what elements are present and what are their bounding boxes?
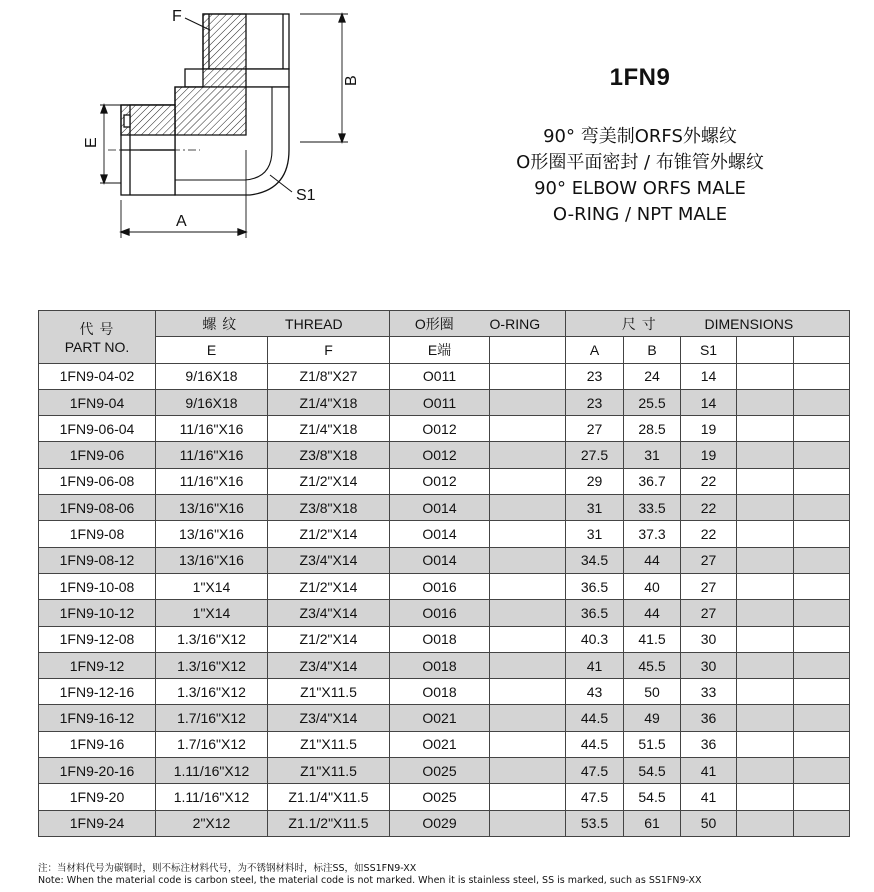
cell-blank bbox=[794, 731, 850, 757]
cell-oring: O025 bbox=[390, 784, 490, 810]
cell-blank bbox=[794, 495, 850, 521]
table-row bbox=[39, 758, 850, 784]
cell-dim-s1: 14 bbox=[681, 389, 737, 415]
cell-thread-f: Z3/8"X18 bbox=[268, 495, 390, 521]
cell-dim-a: 47.5 bbox=[566, 784, 624, 810]
cell-dim-b: 44 bbox=[624, 547, 681, 573]
header-thread bbox=[156, 311, 390, 337]
cell-blank bbox=[794, 547, 850, 573]
title-block bbox=[500, 64, 780, 92]
cell-blank bbox=[737, 573, 794, 599]
cell-oring: O012 bbox=[390, 468, 490, 494]
cell-oring: O011 bbox=[390, 363, 490, 389]
label-f: F bbox=[172, 8, 182, 25]
cell-dim-a: 23 bbox=[566, 363, 624, 389]
cell-dim-s1: 22 bbox=[681, 468, 737, 494]
table-header-row-1 bbox=[39, 311, 850, 337]
cell-oring: O012 bbox=[390, 442, 490, 468]
cell-blank bbox=[794, 468, 850, 494]
table-row bbox=[39, 679, 850, 705]
cell-blank bbox=[737, 705, 794, 731]
cell-oring: O014 bbox=[390, 521, 490, 547]
cell-dim-a: 41 bbox=[566, 652, 624, 678]
label-a: A bbox=[176, 213, 187, 230]
header-part-no bbox=[39, 311, 156, 364]
cell-thread-f: Z1/2"X14 bbox=[268, 626, 390, 652]
table-row bbox=[39, 468, 850, 494]
cell-blank bbox=[490, 442, 566, 468]
cell-blank bbox=[490, 626, 566, 652]
cell-dim-a: 31 bbox=[566, 495, 624, 521]
cell-oring: O014 bbox=[390, 547, 490, 573]
cell-oring: O016 bbox=[390, 573, 490, 599]
cell-blank bbox=[794, 442, 850, 468]
cell-dim-b: 44 bbox=[624, 600, 681, 626]
header-col-s1: S1 bbox=[681, 337, 737, 363]
cell-dim-b: 25.5 bbox=[624, 389, 681, 415]
cell-thread-f: Z1/4"X18 bbox=[268, 416, 390, 442]
cell-blank bbox=[737, 600, 794, 626]
cell-part-no: 1FN9-08-12 bbox=[39, 547, 156, 573]
cell-part-no: 1FN9-06 bbox=[39, 442, 156, 468]
cell-thread-f: Z3/4"X14 bbox=[268, 547, 390, 573]
cell-thread-e: 1.3/16"X12 bbox=[156, 626, 268, 652]
cell-blank bbox=[737, 758, 794, 784]
table-body bbox=[39, 363, 850, 836]
header-col-e-end: E端 bbox=[390, 337, 490, 363]
cell-dim-b: 41.5 bbox=[624, 626, 681, 652]
cell-thread-e: 9/16X18 bbox=[156, 389, 268, 415]
part-code-title: 1FN9 bbox=[609, 64, 671, 91]
spec-table bbox=[38, 310, 850, 837]
cell-blank bbox=[794, 416, 850, 442]
cell-oring: O018 bbox=[390, 626, 490, 652]
cell-oring: O011 bbox=[390, 389, 490, 415]
table-row bbox=[39, 521, 850, 547]
cell-blank bbox=[490, 705, 566, 731]
cell-part-no: 1FN9-08-06 bbox=[39, 495, 156, 521]
cell-dim-s1: 22 bbox=[681, 495, 737, 521]
cell-thread-f: Z1.1/2"X11.5 bbox=[268, 810, 390, 836]
cell-dim-a: 34.5 bbox=[566, 547, 624, 573]
table-row bbox=[39, 389, 850, 415]
cell-thread-f: Z1"X11.5 bbox=[268, 679, 390, 705]
cell-part-no: 1FN9-10-12 bbox=[39, 600, 156, 626]
cell-dim-b: 37.3 bbox=[624, 521, 681, 547]
header-code-en: PART NO. bbox=[64, 338, 130, 355]
cell-thread-e: 1.11/16"X12 bbox=[156, 758, 268, 784]
description-line-4: O-RING / NPT MALE bbox=[552, 204, 728, 225]
cell-thread-f: Z1.1/4"X11.5 bbox=[268, 784, 390, 810]
cell-dim-s1: 27 bbox=[681, 573, 737, 599]
cell-dim-b: 54.5 bbox=[624, 784, 681, 810]
cell-part-no: 1FN9-16 bbox=[39, 731, 156, 757]
cell-oring: O016 bbox=[390, 600, 490, 626]
header-thread-en: THREAD bbox=[285, 315, 343, 332]
table-row bbox=[39, 495, 850, 521]
cell-oring: O014 bbox=[390, 495, 490, 521]
cell-dim-s1: 33 bbox=[681, 679, 737, 705]
cell-oring: O021 bbox=[390, 731, 490, 757]
cell-blank bbox=[737, 442, 794, 468]
cell-blank bbox=[737, 626, 794, 652]
cell-blank bbox=[490, 600, 566, 626]
cell-dim-a: 27.5 bbox=[566, 442, 624, 468]
header-dim-cn: 尺 寸 bbox=[621, 315, 657, 332]
cell-part-no: 1FN9-12-08 bbox=[39, 626, 156, 652]
cell-thread-f: Z1/4"X18 bbox=[268, 389, 390, 415]
cell-thread-e: 1.11/16"X12 bbox=[156, 784, 268, 810]
cell-thread-e: 1"X14 bbox=[156, 600, 268, 626]
header-col-f: F bbox=[268, 337, 390, 363]
cell-thread-f: Z1"X11.5 bbox=[268, 731, 390, 757]
cell-blank bbox=[490, 731, 566, 757]
header-dim-en: DIMENSIONS bbox=[704, 315, 794, 332]
cell-thread-f: Z1/8"X27 bbox=[268, 363, 390, 389]
cell-dim-s1: 41 bbox=[681, 758, 737, 784]
cell-blank bbox=[737, 679, 794, 705]
header-col-b: B bbox=[624, 337, 681, 363]
cell-blank bbox=[794, 784, 850, 810]
cell-blank bbox=[794, 705, 850, 731]
cell-blank bbox=[794, 758, 850, 784]
cell-blank bbox=[490, 495, 566, 521]
cell-dim-s1: 50 bbox=[681, 810, 737, 836]
cell-thread-e: 1.7/16"X12 bbox=[156, 705, 268, 731]
header-col-blank bbox=[737, 337, 794, 363]
cell-dim-a: 44.5 bbox=[566, 705, 624, 731]
cell-dim-a: 27 bbox=[566, 416, 624, 442]
cell-blank bbox=[490, 758, 566, 784]
cell-blank bbox=[737, 810, 794, 836]
header-oring bbox=[390, 311, 566, 337]
header-col-blank bbox=[794, 337, 850, 363]
cell-thread-e: 11/16"X16 bbox=[156, 468, 268, 494]
cell-thread-e: 13/16"X16 bbox=[156, 495, 268, 521]
cell-dim-s1: 27 bbox=[681, 600, 737, 626]
header-col-a: A bbox=[566, 337, 624, 363]
cell-blank bbox=[490, 784, 566, 810]
cell-thread-f: Z3/4"X14 bbox=[268, 705, 390, 731]
header-dimensions bbox=[566, 311, 850, 337]
cell-dim-s1: 19 bbox=[681, 416, 737, 442]
table-row bbox=[39, 731, 850, 757]
cell-blank bbox=[490, 416, 566, 442]
cell-dim-s1: 41 bbox=[681, 784, 737, 810]
table-row bbox=[39, 363, 850, 389]
header-col-e: E bbox=[156, 337, 268, 363]
cell-dim-a: 43 bbox=[566, 679, 624, 705]
cell-part-no: 1FN9-24 bbox=[39, 810, 156, 836]
cell-blank bbox=[490, 679, 566, 705]
cell-dim-a: 36.5 bbox=[566, 573, 624, 599]
cell-thread-e: 1.7/16"X12 bbox=[156, 731, 268, 757]
description-line-1: 90° 弯美制ORFS外螺纹 bbox=[543, 126, 737, 147]
cell-thread-e: 11/16"X16 bbox=[156, 416, 268, 442]
cell-part-no: 1FN9-06-08 bbox=[39, 468, 156, 494]
cell-oring: O029 bbox=[390, 810, 490, 836]
cell-part-no: 1FN9-16-12 bbox=[39, 705, 156, 731]
cell-blank bbox=[490, 389, 566, 415]
cell-blank bbox=[794, 652, 850, 678]
table-row bbox=[39, 652, 850, 678]
cell-blank bbox=[737, 547, 794, 573]
fitting-drawing bbox=[78, 0, 368, 250]
cell-blank bbox=[490, 547, 566, 573]
cell-dim-b: 36.7 bbox=[624, 468, 681, 494]
cell-dim-b: 28.5 bbox=[624, 416, 681, 442]
cell-blank bbox=[794, 521, 850, 547]
cell-blank bbox=[737, 416, 794, 442]
cell-thread-e: 9/16X18 bbox=[156, 363, 268, 389]
cell-part-no: 1FN9-20 bbox=[39, 784, 156, 810]
cell-thread-f: Z1/2"X14 bbox=[268, 468, 390, 494]
cell-dim-s1: 30 bbox=[681, 626, 737, 652]
cell-thread-e: 1.3/16"X12 bbox=[156, 679, 268, 705]
cell-dim-a: 47.5 bbox=[566, 758, 624, 784]
cell-blank bbox=[794, 626, 850, 652]
cell-oring: O012 bbox=[390, 416, 490, 442]
cell-dim-a: 29 bbox=[566, 468, 624, 494]
note-cn: 注：当材料代号为碳钢时，则不标注材料代号，为不锈钢材料时，标注SS，如SS1FN9-XX bbox=[38, 863, 417, 874]
cell-thread-f: Z1/2"X14 bbox=[268, 521, 390, 547]
cell-oring: O021 bbox=[390, 705, 490, 731]
cell-dim-b: 24 bbox=[624, 363, 681, 389]
cell-part-no: 1FN9-10-08 bbox=[39, 573, 156, 599]
cell-part-no: 1FN9-20-16 bbox=[39, 758, 156, 784]
cell-thread-e: 2"X12 bbox=[156, 810, 268, 836]
cell-dim-b: 45.5 bbox=[624, 652, 681, 678]
cell-thread-f: Z3/4"X14 bbox=[268, 652, 390, 678]
cell-thread-f: Z1"X11.5 bbox=[268, 758, 390, 784]
cell-dim-a: 40.3 bbox=[566, 626, 624, 652]
cell-blank bbox=[490, 810, 566, 836]
cell-dim-a: 44.5 bbox=[566, 731, 624, 757]
cell-dim-s1: 36 bbox=[681, 731, 737, 757]
cell-thread-e: 1.3/16"X12 bbox=[156, 652, 268, 678]
table-header-row-2 bbox=[39, 337, 850, 363]
cell-dim-b: 49 bbox=[624, 705, 681, 731]
table-row bbox=[39, 600, 850, 626]
cell-blank bbox=[490, 468, 566, 494]
cell-dim-a: 53.5 bbox=[566, 810, 624, 836]
cell-dim-b: 40 bbox=[624, 573, 681, 599]
cell-blank bbox=[737, 495, 794, 521]
table-row bbox=[39, 626, 850, 652]
cell-dim-b: 51.5 bbox=[624, 731, 681, 757]
cell-part-no: 1FN9-08 bbox=[39, 521, 156, 547]
cell-blank bbox=[490, 521, 566, 547]
cell-part-no: 1FN9-04-02 bbox=[39, 363, 156, 389]
cell-blank bbox=[490, 363, 566, 389]
cell-thread-f: Z3/4"X14 bbox=[268, 600, 390, 626]
description-line-2: O形圈平面密封 / 布锥管外螺纹 bbox=[516, 152, 764, 173]
description-block bbox=[480, 124, 800, 228]
cell-blank bbox=[490, 652, 566, 678]
cell-dim-b: 33.5 bbox=[624, 495, 681, 521]
cell-blank bbox=[794, 600, 850, 626]
table-row bbox=[39, 573, 850, 599]
cell-dim-s1: 14 bbox=[681, 363, 737, 389]
table-row bbox=[39, 442, 850, 468]
cell-blank bbox=[737, 731, 794, 757]
label-s1: S1 bbox=[296, 187, 316, 204]
cell-part-no: 1FN9-12-16 bbox=[39, 679, 156, 705]
cell-thread-f: Z3/8"X18 bbox=[268, 442, 390, 468]
cell-blank bbox=[737, 468, 794, 494]
table-row bbox=[39, 705, 850, 731]
cell-dim-s1: 36 bbox=[681, 705, 737, 731]
cell-blank bbox=[737, 363, 794, 389]
label-e: E bbox=[83, 137, 100, 148]
cell-blank bbox=[794, 810, 850, 836]
cell-blank bbox=[794, 389, 850, 415]
header-oring-en: O-RING bbox=[489, 315, 541, 332]
cell-dim-s1: 22 bbox=[681, 521, 737, 547]
cell-thread-e: 1"X14 bbox=[156, 573, 268, 599]
cell-blank bbox=[737, 521, 794, 547]
cell-oring: O025 bbox=[390, 758, 490, 784]
table-row bbox=[39, 810, 850, 836]
cell-thread-e: 13/16"X16 bbox=[156, 521, 268, 547]
cell-dim-a: 31 bbox=[566, 521, 624, 547]
note-en: Note: When the material code is carbon steel, the material code is not marked. When it is stainless steel, SS is marked, such as SS1FN9-XX bbox=[38, 875, 702, 886]
header-col-blank bbox=[490, 337, 566, 363]
cell-dim-a: 23 bbox=[566, 389, 624, 415]
cell-blank bbox=[794, 573, 850, 599]
table-row bbox=[39, 784, 850, 810]
cell-dim-b: 50 bbox=[624, 679, 681, 705]
cell-dim-a: 36.5 bbox=[566, 600, 624, 626]
cell-thread-e: 11/16"X16 bbox=[156, 442, 268, 468]
cell-part-no: 1FN9-06-04 bbox=[39, 416, 156, 442]
cell-blank bbox=[490, 573, 566, 599]
cell-blank bbox=[794, 679, 850, 705]
description-line-3: 90° ELBOW ORFS MALE bbox=[534, 178, 746, 199]
cell-blank bbox=[737, 389, 794, 415]
header-code-cn: 代 号 bbox=[79, 320, 115, 337]
cell-thread-f: Z1/2"X14 bbox=[268, 573, 390, 599]
header-thread-cn: 螺 纹 bbox=[202, 315, 238, 332]
cell-oring: O018 bbox=[390, 652, 490, 678]
cell-dim-b: 61 bbox=[624, 810, 681, 836]
cell-oring: O018 bbox=[390, 679, 490, 705]
cell-dim-s1: 27 bbox=[681, 547, 737, 573]
cell-thread-e: 13/16"X16 bbox=[156, 547, 268, 573]
table-row bbox=[39, 416, 850, 442]
cell-blank bbox=[794, 363, 850, 389]
cell-blank bbox=[737, 652, 794, 678]
table-row bbox=[39, 547, 850, 573]
cell-dim-s1: 30 bbox=[681, 652, 737, 678]
cell-part-no: 1FN9-04 bbox=[39, 389, 156, 415]
cell-part-no: 1FN9-12 bbox=[39, 652, 156, 678]
cell-dim-b: 54.5 bbox=[624, 758, 681, 784]
cell-blank bbox=[737, 784, 794, 810]
cell-dim-s1: 19 bbox=[681, 442, 737, 468]
cell-dim-b: 31 bbox=[624, 442, 681, 468]
header-oring-cn: O形圈 bbox=[414, 315, 454, 332]
label-b: B bbox=[343, 75, 360, 86]
